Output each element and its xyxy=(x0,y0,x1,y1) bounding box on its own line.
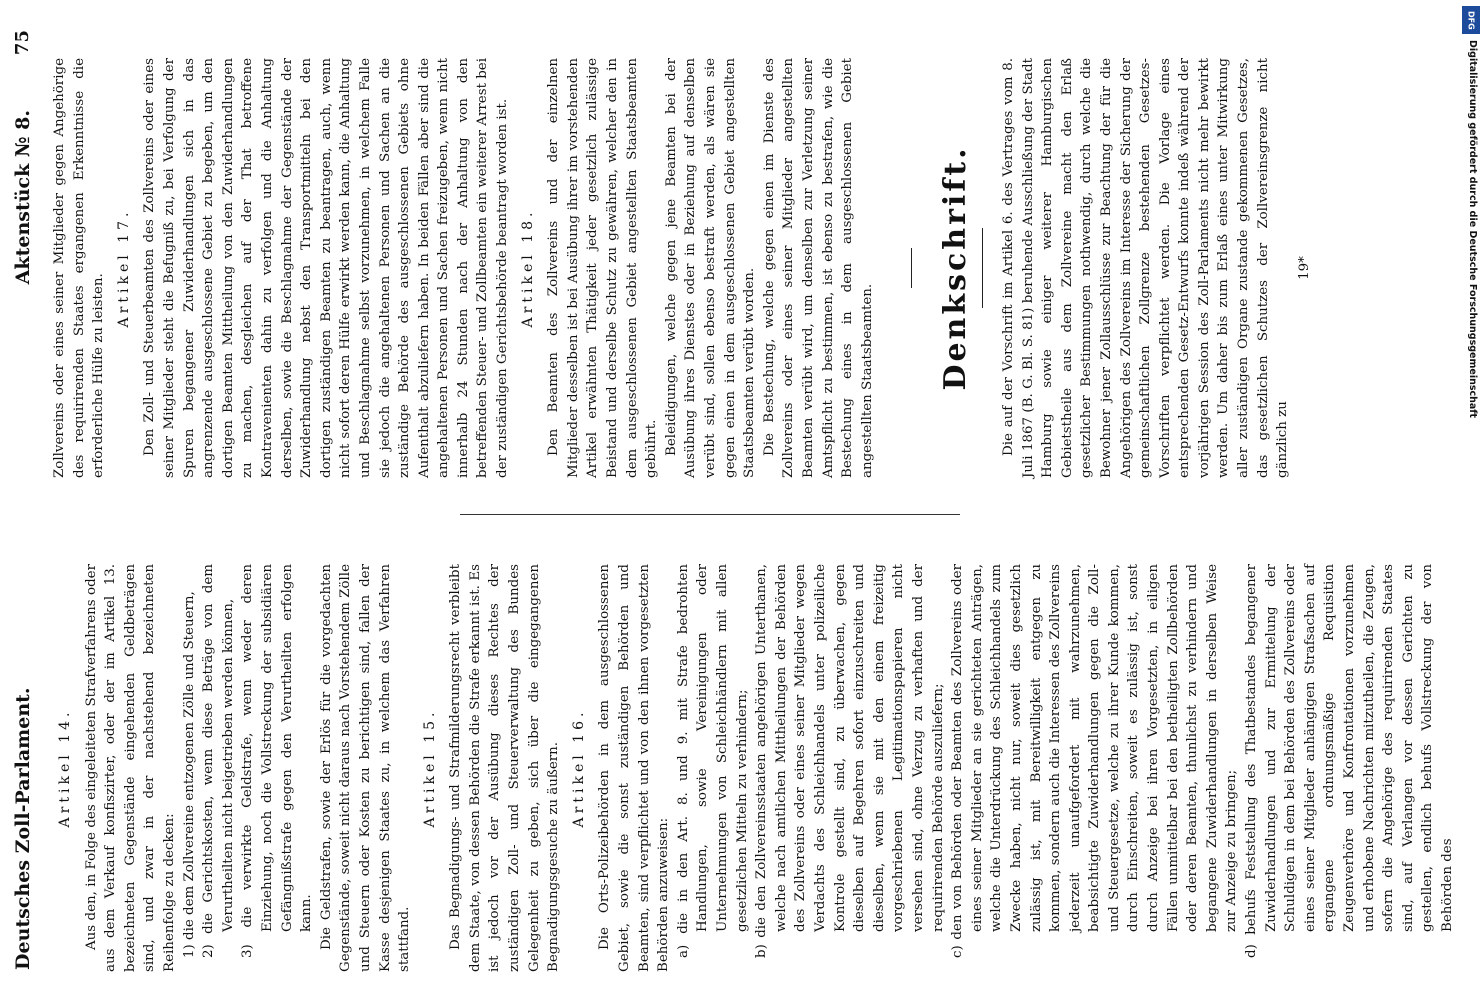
article-14-paragraph-2: Die Geldstrafen, sowie der Erlös für die vorgedachten Gegenstände, soweit nicht daraus nach Vorstehendem Zölle und Steuern oder Kosten zu berichtigen sind, fallen der Kasse desjenigen Staates zu, in welchem das Verfahren stattfand. xyxy=(318,564,413,972)
article-14-item-3: 3) die verwirkte Geldstrafe, wenn weder deren Einziehung, noch die Vollstreckung der subsidiären Gefängnißstrafe gegen den Verurtheilten erfolgen kann. xyxy=(240,564,315,958)
article-14-paragraph: Aus den, in Folge des eingeleiteten Strafverfahrens oder aus dem Verkauf konfiszirter, oder der im Artikel 13. bezeichneten Gegenstände eingehenden Geldbeträgen sind, und zwar in der nachstehend bezeichneten Reihenfolge zu decken: xyxy=(83,564,177,972)
article-16-paragraph: Die Orts-Polizeibehörden in dem ausgeschlossenen Gebiet, sowie die sonst zuständigen Behörden und Beamten, sind verpflichtet und von den ihnen vorgesetzten Behörden anzuweisen: xyxy=(597,564,672,972)
header-left: Deutsches Zoll-Parlament. xyxy=(12,687,34,970)
article-18-paragraph-2: Beleidigungen, welche gegen jene Beamten bei der Ausübung ihres Dienstes oder in Beziehung auf denselben verübt sind, sollen ebenso bestraft werden, als wären sie gegen einen in dem ausgeschlossenen Gebiet angestellten Staatsbeamten verübt worden. xyxy=(663,58,758,478)
title-rule xyxy=(982,228,983,308)
sheet-mark: 19* xyxy=(1296,256,1312,280)
article-17-title: Artikel 17. xyxy=(115,208,132,328)
column-right xyxy=(50,58,1314,478)
section-separator xyxy=(911,248,912,288)
dfg-watermark xyxy=(1460,2,1480,998)
article-16-title: Artikel 16. xyxy=(570,708,587,828)
denkschrift-paragraph: Die auf der Vorschrift im Artikel 6. des Vertrages vom 8. Juli 1867 (B. G. Bl. S. 81) beruhende Ausschließung der Stadt Hamburg sowie einiger weiterer Hamburgischen Gebietstheile aus dem Zollvereine macht den Erlaß gesetzlicher Bestimmungen nothwendig, durch welche die Bewohner jener Zollausschlüsse zur Beachtung der für die Angehörigen des Zollvereins im Interesse der Sicherung der gemeinschaftlichen Zollgrenze bestehenden Gesetzes-Vorschriften verpflichtet werden. Die Vorlage eines entsprechenden Gesetz-Entwurfs konnte indeß während der vorjährigen Session des Zoll-Parlaments nicht mehr bewirkt werden. Um daher bis zum Erlaß eines unter Mitwirkung aller zuständigen Organe zustande gekommenen Gesetzes, das gesetzlichen Schutzes der Zollvereinsgrenze nicht gänzlich zu xyxy=(1000,58,1291,478)
dfg-logo: DFG xyxy=(1462,6,1480,34)
article-17-paragraph: Den Zoll- und Steuerbeamten des Zollvereins oder eines seiner Mitglieder steht die Befugniß zu, bei Verfolgung der Spuren begangener Zuwiderhandlungen sich in das angrenzende ausgeschlossene Gebiet zu begeben, um den dortigen Beamten Mittheilung von den Zuwiderhandlungen zu machen, desgleichen auf der That betroffene Kontravenienten dahin zu verfolgen und die Anhaltung derselben, sowie die Beschlagnahme der Gegenstände der Zuwiderhandlung nebst den Transportmitteln bei den dortigen zuständigen Beamten zu beantragen, auch, wenn nicht sofort deren Hülfe erwirkt werden kann, die Anhaltung und Beschlagnahme selbst vorzunehmen, in welchem Falle sie jedoch die angehaltenen Personen und Sachen an die zuständige Behörde des ausgeschlossenen Gebiets ohne Aufenthalt abzuliefern haben. In beiden Fällen aber sind die angehaltenen Personen und Sachen freizugeben, wenn nicht innerhalb 24 Stunden nach der Anhaltung von den betreffenden Steuer- und Zollbeamten ein weiterer Arrest bei der zuständigen Gerichtsbehörde beantragt worden ist. xyxy=(142,58,511,478)
article-16-item-b: b) die den Zollvereinsstaaten angehörigen Unterthanen, welche nach amtlichen Mittheilungen der Behörden des Zollvereins oder eines seiner Mitglieder wegen Verdachts des Schleichhandels unter polizeiliche Kontrole gestellt sind, zu überwachen, gegen dieselben auf Begehren sofort einzuschreiten und dieselben, wenn sie mit den einem freizeitig vorgeschriebenen Legitimationspapieren nicht versehen sind, ohne Verzug zu verhaften und der requirirenden Behörde auszuliefern; xyxy=(754,564,946,958)
column-divider xyxy=(460,514,960,515)
article-15-paragraph: Das Begnadigungs- und Strafmilderungsrecht verbleibt dem Staate, von dessen Behörden die Strafe erkannt ist. Es ist jedoch vor der Ausübung dieses Rechtes der zuständigen Zoll- und Steuerverwaltung des Bundes Gelegenheit zu geben, sich über die eingegangenen Begnadigungsgesuche zu äußern. xyxy=(448,564,562,972)
article-14-title: Artikel 14. xyxy=(57,708,73,828)
article-14-item-2: 2) die Gerichtskosten, wenn diese Beträge von dem Verurtheilten nicht beigetrieben werden können, xyxy=(201,564,236,958)
page-number: 75 xyxy=(12,30,33,56)
article-16-item-c: c) den von Behörden oder Beamten des Zollvereins oder eines seiner Mitglieder an sie gerichteten Anträgen, welche die Unterdrückung des Schleichhandels zum Zwecke haben, nicht nur, soweit dies gesetzlich zulässig ist, mit Bereitwilligkeit entgegen zu kommen, sondern auch die Interessen des Zollvereins jederzeit unaufgefordert mit wahrzunehmen, beabsichtigte Zuwiderhandlungen gegen die Zoll- und Steuergesetze, welche zu ihrer Kunde kommen, durch Einschreiten, soweit es zulässig ist, sonst durch Anzeige bei ihren Vorgesetzten, in eiligen Fällen unmittelbar bei den betheiligten Zollbehörden oder deren Beamten, thunlichst zu verhindern und begangene Zuwiderhandlungen in derselben Weise zur Anzeige zu bringen; xyxy=(950,564,1240,958)
article-18-title: Artikel 18. xyxy=(519,208,536,328)
running-header xyxy=(6,30,46,970)
column-left xyxy=(50,564,1458,972)
denkschrift-title: Denkschrift. xyxy=(938,145,974,391)
article-15-title: Artikel 15. xyxy=(421,708,438,828)
dfg-credit-text: Digitalisierung gefördert durch die Deutsche Forschungsgemeinschaft xyxy=(1467,40,1478,418)
article-14-item-1: 1) die dem Zollvereine entzogenen Zölle und Steuern, xyxy=(181,591,197,958)
article-16-item-d: d) behufs Feststellung des Thatbestandes begangener Zuwiderhandlungen und zur Ermittelung der Schuldigen in dem bei Behörden des Zollvereins oder eines seiner Mitglieder anhängigen Strafsachen auf ergangene ordnungsmäßige Requisition Zeugenverhöre und Konfrontationen vorzunehmen und erhobene Nachrichten mitzutheilen, die Zeugen, sofern die Angehörige des requirirenden Staates sind, auf Verlangen vor dessen Gerichten zu gestellen, endlich behufs Vollstreckung der von Behörden des xyxy=(1244,564,1455,958)
article-18-paragraph-1: Den Beamten des Zollvereins und der einzelnen Mitglieder desselben ist bei Ausübung ihrer im vorstehenden Artikel erwähnten Thätigkeit jeder gesetzlich zulässige Beistand und derselbe Schutz zu gewähren, welcher den in dem ausgeschlossenen Gebiet angestellten Staatsbeamten gebührt. xyxy=(546,58,660,478)
article-18-paragraph-3: Die Bestechung, welche gegen einen im Dienste des Zollvereins oder eines seiner Mitglieder angestellten Beamten verübt wird, um denselben zur Verletzung seiner Amtspflicht zu bestimmen, ist ebenso zu bestrafen, wie die Bestechung eines in dem ausgeschlossenen Gebiet angestellten Staatsbeamten. xyxy=(761,58,875,478)
article-16-item-a: a) die in den Art. 8. und 9. mit Strafe bedrohten Handlungen, sowie Vereinigungen oder Unternehmungen von Schleichhändlern mit allen gesetzlichen Mitteln zu verhindern; xyxy=(675,564,750,958)
header-right: Aktenstück № 8. xyxy=(12,110,34,285)
continuation-paragraph: Zollvereins oder eines seiner Mitglieder gegen Angehörige des requirirenden Staates ergangenen Erkenntnisse die erforderliche Hülfe zu leisten. xyxy=(52,58,107,478)
